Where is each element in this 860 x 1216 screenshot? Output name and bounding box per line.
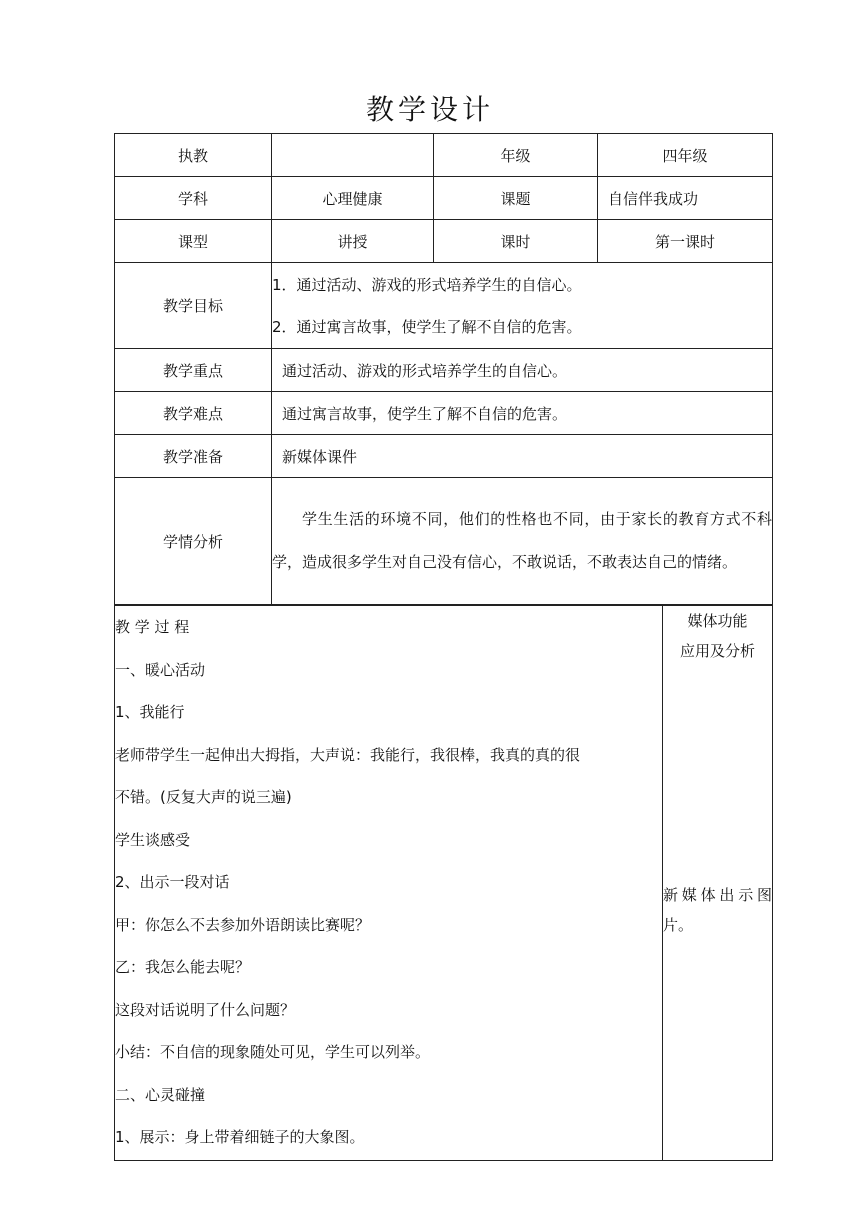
media-cell xyxy=(663,606,773,1161)
process-line: 甲：你怎么不去参加外语朗读比赛呢？ xyxy=(115,915,371,934)
analysis-value: 学生生活的环境不同，他们的性格也不同，由于家长的教育方式不科学，造成很多学生对自己没有信心，不敢说话，不敢表达自己的情绪。 xyxy=(272,478,773,605)
grade-value: 四年级 xyxy=(598,134,773,177)
period-value: 第一课时 xyxy=(598,220,773,263)
process-line: 1、展示：身上带着细链子的大象图。 xyxy=(115,1128,365,1146)
grade-label: 年级 xyxy=(434,134,598,177)
info-row-prep xyxy=(115,435,773,478)
focus-value: 通过活动、游戏的形式培养学生的自信心。 xyxy=(272,349,773,392)
process-table xyxy=(114,605,773,1161)
media-header: 应用及分析 xyxy=(679,642,755,660)
process-line: 学生谈感受 xyxy=(115,830,191,849)
info-row-difficulty xyxy=(115,392,773,435)
page-title: 教学设计 xyxy=(365,93,494,126)
type-label: 课型 xyxy=(115,220,272,263)
info-row-subject xyxy=(115,177,773,220)
process-line: 这段对话说明了什么问题？ xyxy=(115,1000,296,1019)
process-line: 1、我能行 xyxy=(115,703,185,721)
goal-item: 2．通过寓言故事，使学生了解不自信的危害。 xyxy=(272,317,582,336)
topic-label: 课题 xyxy=(434,177,598,220)
info-row-analysis xyxy=(115,478,773,605)
process-line: 不错。(反复大声的说三遍) xyxy=(115,788,292,806)
info-row-goals xyxy=(115,263,773,349)
difficulty-label: 教学难点 xyxy=(115,392,272,435)
info-row-type xyxy=(115,220,773,263)
prep-label: 教学准备 xyxy=(115,435,272,478)
focus-label: 教学重点 xyxy=(115,349,272,392)
prep-value: 新媒体课件 xyxy=(272,435,773,478)
process-cell xyxy=(115,606,663,1161)
process-row xyxy=(115,606,773,1161)
process-line: 2、出示一段对话 xyxy=(115,873,230,891)
goals-label: 教学目标 xyxy=(115,263,272,349)
period-label: 课时 xyxy=(434,220,598,263)
media-note: 新媒体出示图片。 xyxy=(663,886,772,934)
goal-item: 1．通过活动、游戏的形式培养学生的自信心。 xyxy=(272,275,582,294)
topic-value: 自信伴我成功 xyxy=(598,177,773,220)
type-value: 讲授 xyxy=(272,220,434,263)
teacher-label: 执教 xyxy=(115,134,272,177)
process-heading: 教 学 过 程 xyxy=(115,618,190,636)
teacher-value xyxy=(272,134,434,177)
info-row-focus xyxy=(115,349,773,392)
goals-cell xyxy=(272,263,773,349)
process-line: 一、暖心活动 xyxy=(115,660,206,679)
process-line: 二、心灵碰撞 xyxy=(115,1085,206,1104)
process-line: 老师带学生一起伸出大拇指，大声说：我能行，我很棒，我真的真的很 xyxy=(115,745,581,764)
subject-value: 心理健康 xyxy=(272,177,434,220)
process-line: 小结：不自信的现象随处可见，学生可以列举。 xyxy=(115,1043,431,1061)
media-header: 媒体功能 xyxy=(687,612,748,630)
info-row-teacher xyxy=(115,134,773,177)
subject-label: 学科 xyxy=(115,177,272,220)
analysis-label: 学情分析 xyxy=(115,478,272,605)
difficulty-value: 通过寓言故事，使学生了解不自信的危害。 xyxy=(272,392,773,435)
process-line: 乙：我怎么能去呢？ xyxy=(115,958,251,976)
info-table xyxy=(114,133,773,605)
